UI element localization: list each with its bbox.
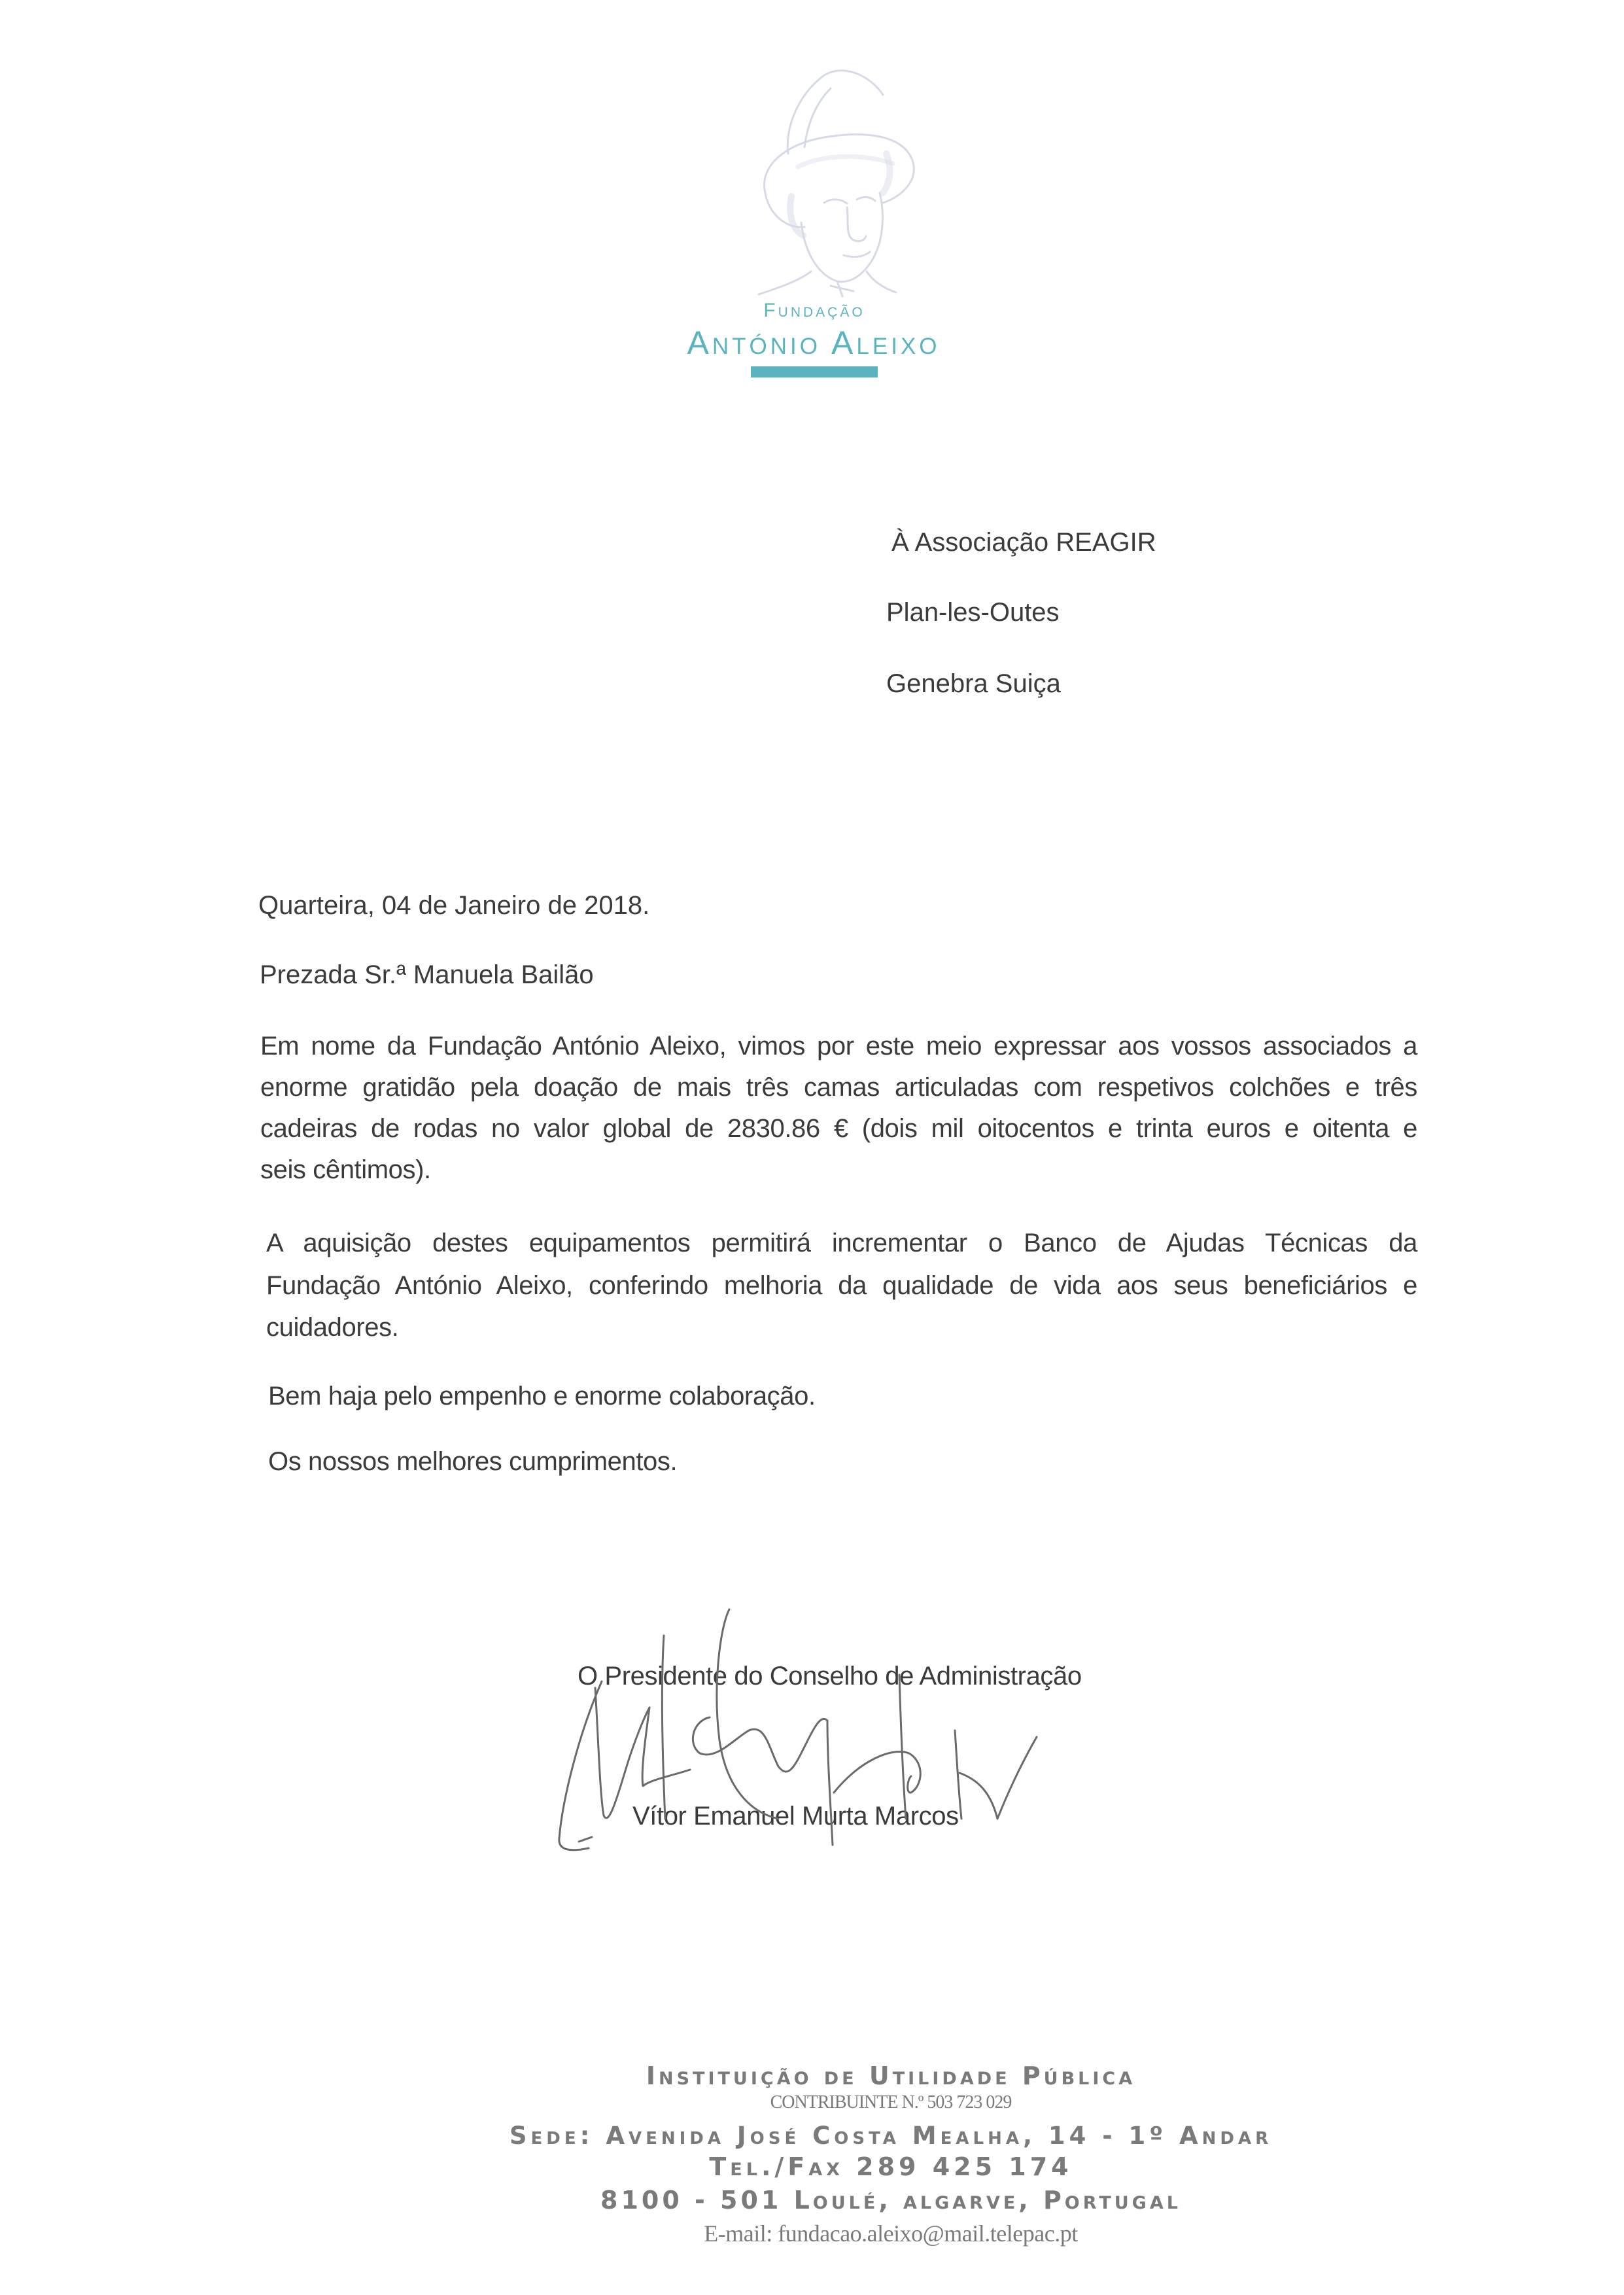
signatory-name: Vítor Emanuel Murta Marcos (632, 1802, 959, 1831)
portrait-sketch-icon (726, 56, 922, 298)
org-prefix: Fundação (763, 300, 865, 321)
paragraph-line: A aquisição destes equipamentos permitirá incrementar o Banco de Ajudas Técnicas da (266, 1229, 1417, 1257)
recipient-line-2: Plan-les-Outes (886, 598, 1060, 627)
paragraph-line: Fundação António Aleixo, conferindo melhoria da qualidade de vida aos seus beneficiários e (266, 1271, 1417, 1300)
signatory-title: O Presidente do Conselho de Administração (578, 1662, 1082, 1691)
handwritten-signature-icon (553, 1590, 1102, 1858)
closing-regards: Os nossos melhores cumprimentos. (268, 1447, 678, 1476)
paragraph-line: seis cêntimos). (260, 1155, 431, 1184)
footer-public-utility: Instituição de Utilidade Pública (646, 2061, 1136, 2090)
recipient-line-3: Genebra Suiça (886, 669, 1061, 698)
footer-postal-address: 8100 - 501 Loulé, algarve, Portugal (600, 2186, 1181, 2215)
closing-thanks: Bem haja pelo empenho e enorme colaboração. (268, 1382, 816, 1410)
date-line: Quarteira, 04 de Janeiro de 2018. (258, 891, 650, 920)
salutation: Prezada Sr.ª Manuela Bailão (260, 960, 594, 989)
logo-underline-bar (751, 366, 878, 377)
paragraph-line: Em nome da Fundação António Aleixo, vimos por este meio expressar aos vossos associados a (260, 1032, 1417, 1060)
org-name: António Aleixo (687, 324, 941, 361)
footer-taxpayer-number: CONTRIBUINTE N.º 503 723 029 (770, 2092, 1012, 2112)
footer-address: Sede: Avenida José Costa Mealha, 14 - 1º Andar (509, 2122, 1273, 2150)
footer-phone-fax: Tel./Fax 289 425 174 (709, 2152, 1073, 2181)
recipient-line-1: À Associação REAGIR (891, 528, 1156, 557)
paragraph-line: cuidadores. (266, 1313, 399, 1342)
paragraph-line: cadeiras de rodas no valor global de 2830.86 € (dois mil oitocentos e trinta euros e oitenta e (260, 1114, 1417, 1143)
paragraph-line: enorme gratidão pela doação de mais três camas articuladas com respetivos colchões e três (260, 1073, 1417, 1102)
footer-email: E-mail: fundacao.aleixo@mail.telepac.pt (704, 2220, 1078, 2247)
